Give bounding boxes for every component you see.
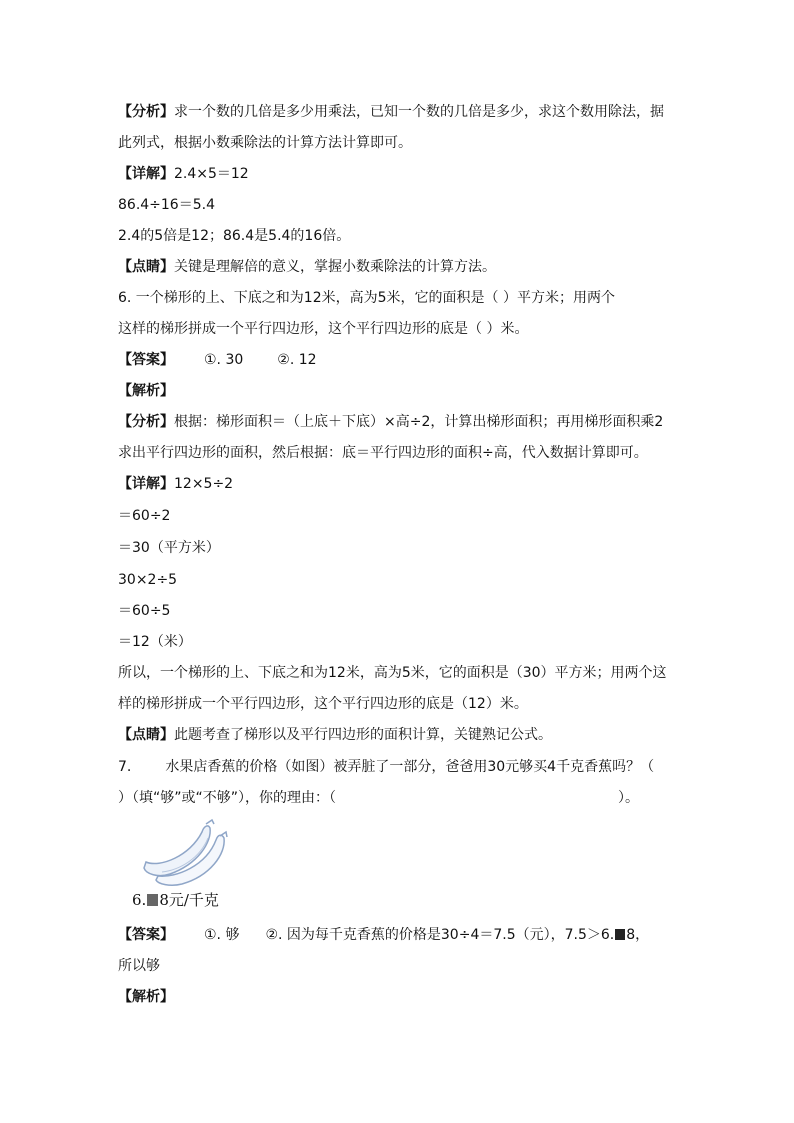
comment-line: 【点睛】关键是理解倍的意义，掌握小数乘除法的计算方法。 (118, 259, 496, 275)
smudge-mark (147, 894, 158, 906)
question-6-analysis-2: 求出平行四边形的面积，然后根据：底＝平行四边形的面积÷高，代入数据计算即可。 (118, 445, 648, 461)
analysis-tag: 【分析】 (118, 104, 174, 120)
question-6-detail-6: ＝12（米） (118, 634, 192, 650)
question-6-jiexi: 【解析】 (118, 383, 174, 399)
price-tag: 6. 8元/千克 (132, 891, 219, 909)
smudge-mark (615, 929, 625, 940)
question-6-detail-1: 【详解】12×5÷2 (118, 476, 234, 492)
question-7-line-1: 7. 水果店香蕉的价格（如图）被弄脏了一部分，爸爸用30元够买4千克香蕉吗？（ (118, 759, 655, 775)
analysis-line-2: 此列式，根据小数乘除法的计算方法计算即可。 (118, 135, 412, 151)
detail-line-2: 86.4÷16＝5.4 (118, 197, 215, 213)
question-6-answer: 【答案】 ①. 30 ②. 12 (118, 352, 317, 368)
question-6-detail-4: 30×2÷5 (118, 572, 178, 588)
question-6-comment: 【点睛】此题考查了梯形以及平行四边形的面积计算，关键熟记公式。 (118, 727, 552, 743)
question-6-summary-1: 所以，一个梯形的上、下底之和为12米，高为5米，它的面积是（30）平方米；用两个这 (118, 665, 667, 681)
question-6-detail-2: ＝60÷2 (118, 508, 171, 524)
question-6-detail-5: ＝60÷5 (118, 603, 171, 619)
question-7-jiexi: 【解析】 (118, 989, 174, 1005)
question-6-summary-2: 样的梯形拼成一个平行四边形，这个平行四边形的底是（12）米。 (118, 696, 528, 712)
banana-image (140, 818, 232, 888)
question-7-answer-line-2: 所以够 (118, 958, 160, 974)
question-6-detail-3: ＝30（平方米） (118, 540, 220, 556)
question-7-line-2: ）（填“够”或“不够”），你的理由：（ ）。 (118, 790, 640, 806)
detail-line-3: 2.4的5倍是12；86.4是5.4的16倍。 (118, 228, 351, 244)
question-6-line-1: 6. 一个梯形的上、下底之和为12米，高为5米，它的面积是（ ）平方米；用两个 (118, 290, 615, 306)
question-7-answer: 【答案】 ①. 够 ②. 因为每千克香蕉的价格是30÷4＝7.5（元），7.5＞6. 8， (118, 927, 650, 943)
detail-line-1: 【详解】2.4×5＝12 (118, 166, 249, 182)
question-6-analysis-1: 【分析】根据：梯形面积＝（上底＋下底）×高÷2，计算出梯形面积；再用梯形面积乘2 (118, 414, 664, 430)
question-6-line-2: 这样的梯形拼成一个平行四边形，这个平行四边形的底是（ ）米。 (118, 321, 529, 337)
analysis-line-1: 【分析】求一个数的几倍是多少用乘法，已知一个数的几倍是多少，求这个数用除法，据 (118, 104, 664, 120)
